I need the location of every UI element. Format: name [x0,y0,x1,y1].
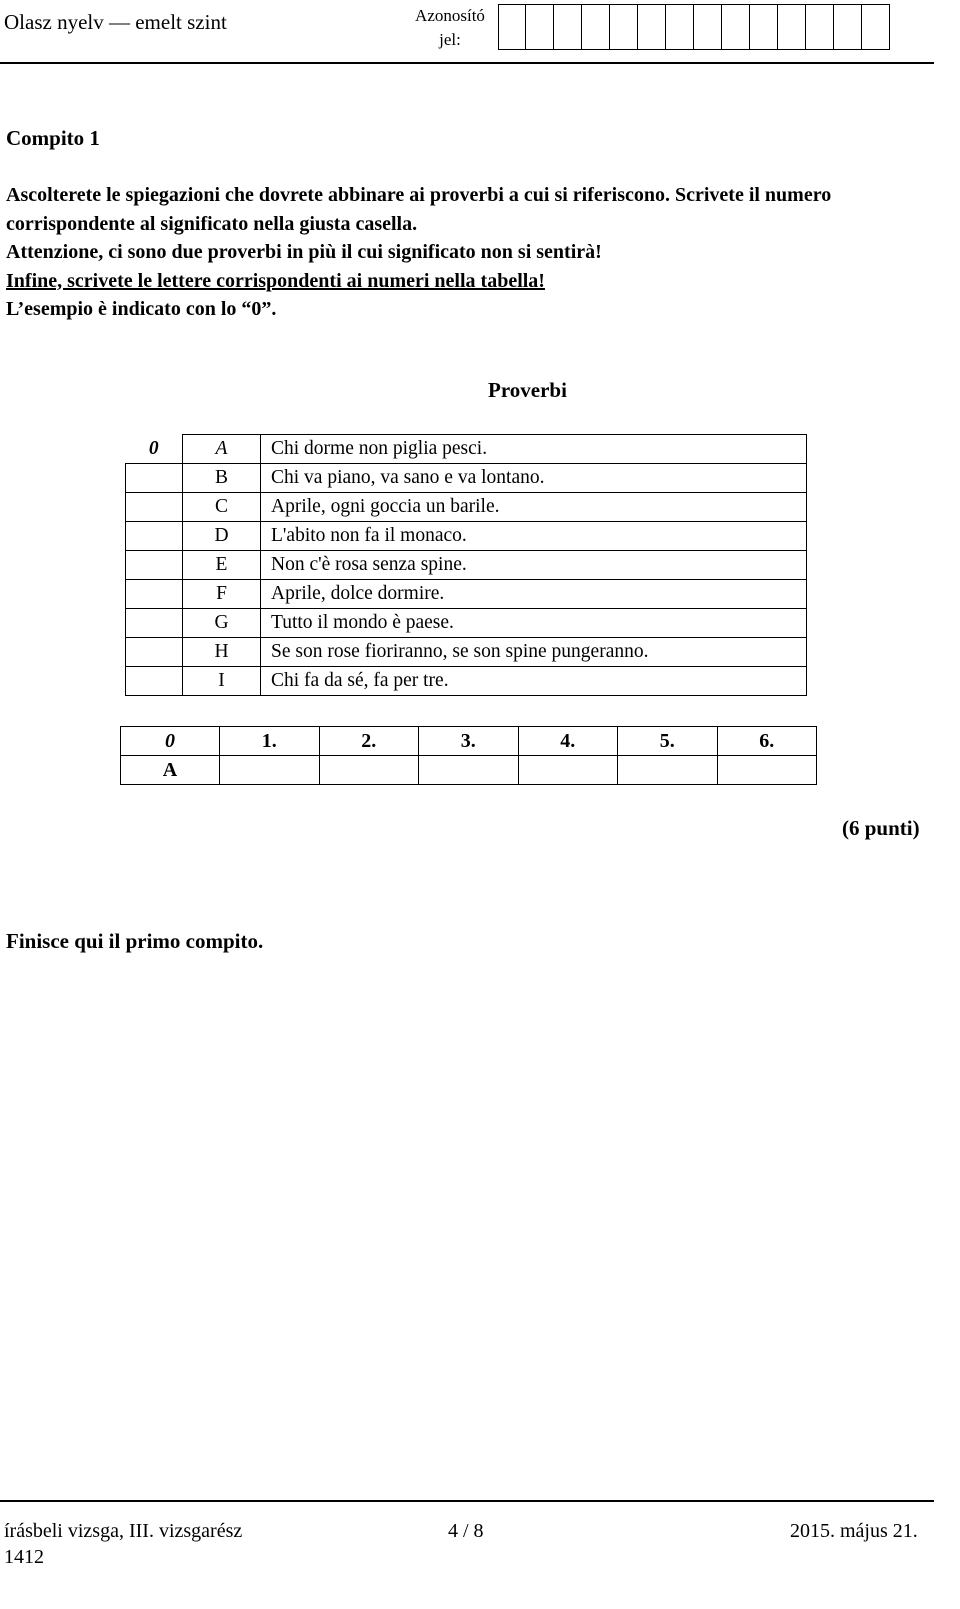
answer-box[interactable] [126,551,183,580]
proverb-row [126,667,807,696]
proverb-text: Aprile, dolce dormire. [261,580,807,609]
id-box[interactable] [778,4,806,50]
answer-header-row [121,727,817,756]
answer-box[interactable] [126,638,183,667]
proverb-text: Chi fa da sé, fa per tre. [261,667,807,696]
id-box[interactable] [610,4,638,50]
proverb-row [126,464,807,493]
id-box[interactable] [498,4,526,50]
id-box[interactable] [862,4,890,50]
answer-header-cell: 5. [618,727,718,756]
instruction-1: Ascolterete le spiegazioni che dovrete abbinare ai proverbi a cui si riferiscono. Scrivete il numero corrispondente al significato nella giusta casella. [6,184,832,235]
proverb-letter: H [183,638,261,667]
proverb-text: Aprile, ogni goccia un barile. [261,493,807,522]
end-text: Finisce qui il primo compito. [6,929,264,953]
id-box[interactable] [666,4,694,50]
answer-header-cell: 4. [518,727,618,756]
proverb-row [126,435,807,464]
answer-header-cell: 3. [419,727,519,756]
proverb-letter: B [183,464,261,493]
answer-header-cell: 0 [121,727,220,756]
proverb-row [126,522,807,551]
footer-rule [0,1500,934,1502]
id-label [410,4,490,52]
id-box[interactable] [638,4,666,50]
proverb-text: Se son rose fioriranno, se son spine pungeranno. [261,638,807,667]
proverb-letter: A [183,435,261,464]
proverb-letter: C [183,493,261,522]
id-label-line1: Azonosító [415,6,485,25]
proverb-text: Non c'è rosa senza spine. [261,551,807,580]
example-answer-box: 0 [148,437,159,459]
proverb-row [126,609,807,638]
example-answer-cell: A [121,756,220,785]
proverb-text: Chi va piano, va sano e va lontano. [261,464,807,493]
answer-cell[interactable] [319,756,419,785]
proverb-letter: I [183,667,261,696]
id-box[interactable] [554,4,582,50]
id-box[interactable] [694,4,722,50]
answer-header-cell: 6. [717,727,817,756]
footer-date: 2015. május 21. [790,1520,918,1542]
proverb-text: Tutto il mondo è paese. [261,609,807,638]
answer-box[interactable] [126,580,183,609]
proverb-letter: D [183,522,261,551]
answer-cell[interactable] [518,756,618,785]
proverb-letter: E [183,551,261,580]
instructions [6,181,936,324]
header-title: Olasz nyelv — emelt szint [4,10,227,34]
proverb-letter: F [183,580,261,609]
instruction-2: Attenzione, ci sono due proverbi in più il cui significato non si sentirà! [6,241,602,263]
answer-cell[interactable] [618,756,718,785]
answer-box[interactable] [126,464,183,493]
instruction-4: L’esempio è indicato con lo “0”. [6,298,277,320]
answer-header-cell: 2. [319,727,419,756]
answer-cell[interactable] [220,756,320,785]
proverbs-table [125,434,807,696]
footer-page-number: 4 / 8 [448,1520,484,1542]
id-label-line2: jel: [439,30,461,49]
proverb-row [126,493,807,522]
proverbs-title: Proverbi [488,378,567,402]
proverb-letter: G [183,609,261,638]
points-label: (6 punti) [842,816,920,840]
answer-box[interactable] [126,609,183,638]
header-rule [0,62,934,64]
id-box[interactable] [750,4,778,50]
proverb-row [126,551,807,580]
proverb-row [126,580,807,609]
footer-exam-label: írásbeli vizsga, III. vizsgarész [4,1520,243,1542]
answer-cell[interactable] [717,756,817,785]
id-box[interactable] [806,4,834,50]
id-box[interactable] [526,4,554,50]
answer-row [121,756,817,785]
answer-box[interactable] [126,522,183,551]
answer-box[interactable] [126,493,183,522]
task-title: Compito 1 [6,126,100,150]
instruction-3: Infine, scrivete le lettere corrispondenti ai numeri nella tabella! [6,269,545,292]
proverb-row [126,638,807,667]
proverb-text: Chi dorme non piglia pesci. [261,435,807,464]
id-boxes [498,4,890,50]
id-box[interactable] [582,4,610,50]
answer-header-cell: 1. [220,727,320,756]
answer-box[interactable] [126,667,183,696]
id-box[interactable] [722,4,750,50]
answer-cell[interactable] [419,756,519,785]
footer-code: 1412 [4,1546,44,1568]
answer-table [120,726,817,785]
proverb-text: L'abito non fa il monaco. [261,522,807,551]
id-box[interactable] [834,4,862,50]
